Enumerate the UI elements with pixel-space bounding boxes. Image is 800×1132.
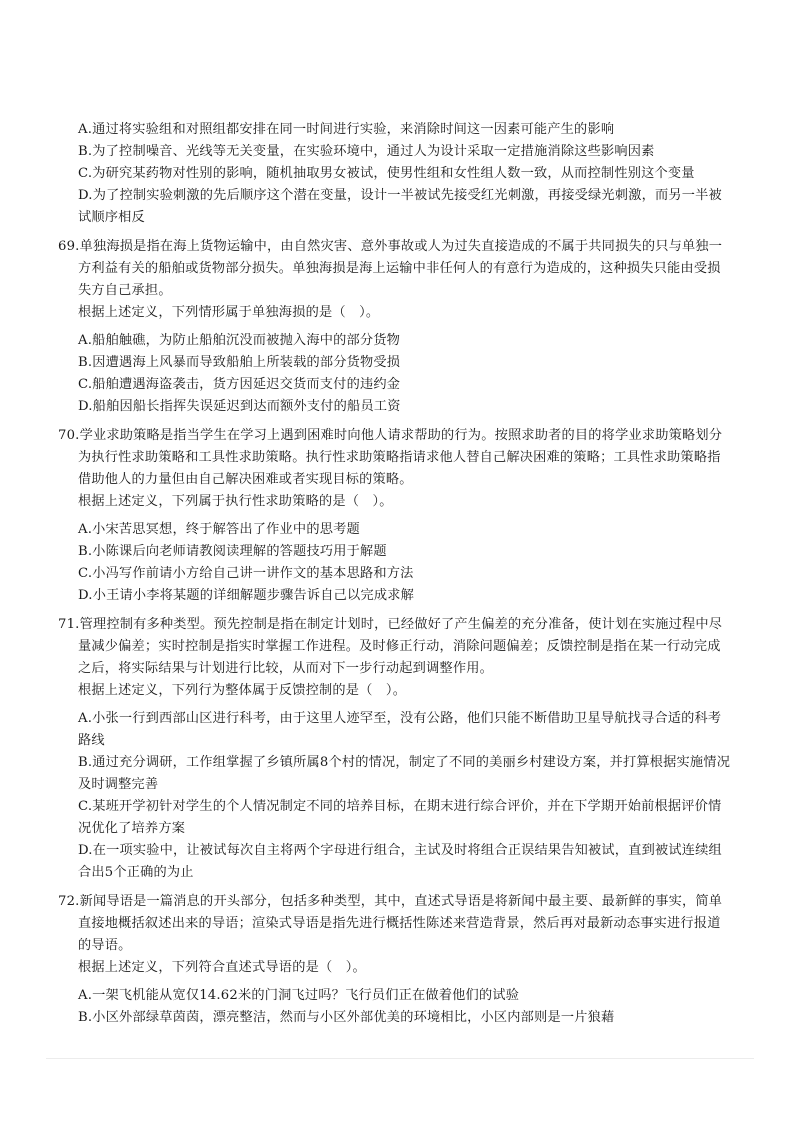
- q69-stem-line-1: 69.单独海损是指在海上货物运输中，由自然灾害、意外事故或人为过失直接造成的不属于共同损失的只与单独一: [58, 239, 723, 254]
- q71-option-b-cont: 及时调整完善: [78, 777, 159, 792]
- q70-stem-line-1: 70.学业求助策略是指当学生在学习上遇到困难时向他人请求帮助的行为。按照求助者的目的将学业求助策略划分: [58, 428, 723, 443]
- q72-option-a: A.一架飞机能从宽仅14.62米的门洞飞过吗？飞行员们正在做着他们的试验: [78, 988, 520, 1003]
- q70-option-b: B.小陈课后向老师请教阅读理解的答题技巧用于解题: [78, 544, 387, 559]
- question-72: [58, 891, 748, 1029]
- q69-prompt: 根据上述定义，下列情形属于单独海损的是（ ）。: [78, 305, 380, 320]
- question-69: [58, 236, 748, 418]
- q68-option-b: B.为了控制噪音、光线等无关变量，在实验环境中，通过人为设计采取一定措施消除这些影响因素: [78, 144, 655, 159]
- q71-stem-line-2: 量减少偏差；实时控制是指实时掌握工作进程。及时修正行动，消除问题偏差；反馈控制是指在某一行动完成: [78, 639, 721, 654]
- q71-stem-line-3: 之后，将实际结果与计划进行比较，从而对下一步行动起到调整作用。: [78, 661, 494, 676]
- q71-stem-line-1: 71.管理控制有多种类型。预先控制是指在制定计划时，已经做好了产生偏差的充分准备，使计划在实施过程中尽: [58, 617, 723, 632]
- q70-stem-line-3: 借助他人的力量但由自己解决困难或者实现目标的策略。: [78, 472, 413, 487]
- q71-option-b: B.通过充分调研，工作组掌握了乡镇所属8个村的情况，制定了不同的美丽乡村建设方案，并打算根据实施情况: [78, 755, 731, 770]
- q72-stem-line-3: 的导语。: [78, 938, 132, 953]
- q71-option-d-cont: 合出5个正确的为止: [78, 865, 194, 880]
- q68-option-c: C.为研究某药物对性别的影响，随机抽取男女被试，使男性组和女性组人数一致，从而控制性别这个变量: [78, 166, 695, 181]
- question-70: [58, 425, 748, 607]
- q71-prompt: 根据上述定义，下列行为整体属于反馈控制的是（ ）。: [78, 683, 407, 698]
- q68-options: [58, 119, 748, 229]
- footer-divider: [46, 1058, 754, 1059]
- q72-stem-line-2: 直接地概括叙述出来的导语；渲染式导语是指先进行概括性陈述来营造背景，然后再对最新动态事实进行报道: [78, 916, 721, 931]
- q69-option-b: B.因遭遇海上风暴而导致船舶上所装载的部分货物受损: [78, 355, 401, 370]
- q70-option-a: A.小宋苦思冥想，终于解答出了作业中的思考题: [78, 522, 360, 537]
- q70-stem-line-2: 为执行性求助策略和工具性求助策略。执行性求助策略指请求他人替自己解决困难的策略；工具性求助策略指: [78, 450, 721, 465]
- q72-prompt: 根据上述定义，下列符合直述式导语的是（ ）。: [78, 960, 366, 975]
- q69-stem-line-2: 方利益有关的船舶或货物部分损失。单独海损是海上运输中非任何人的有意行为造成的，这种损失只能由受损: [78, 261, 721, 276]
- q68-option-d: D.为了控制实验刺激的先后顺序这个潜在变量，设计一半被试先接受红光刺激，再接受绿光刺激，而另一半被: [78, 188, 722, 203]
- q70-prompt: 根据上述定义，下列属于执行性求助策略的是（ ）。: [78, 494, 393, 509]
- q69-option-a: A.船舶触礁，为防止船舶沉没而被抛入海中的部分货物: [78, 333, 401, 348]
- q70-option-d: D.小王请小李将某题的详细解题步骤告诉自己以完成求解: [78, 588, 414, 603]
- q69-option-c: C.船舶遭遇海盗袭击，货方因延迟交货而支付的违约金: [78, 377, 401, 392]
- q71-option-c-cont: 况优化了培养方案: [78, 821, 186, 836]
- q68-option-a: A.通过将实验组和对照组都安排在同一时间进行实验，来消除时间这一因素可能产生的影响: [78, 122, 615, 137]
- q72-option-b: B.小区外部绿草茵茵，漂亮整洁，然而与小区外部优美的环境相比，小区内部则是一片狼藉: [78, 1010, 615, 1025]
- q68-option-d-cont: 试顺序相反: [78, 210, 145, 225]
- q72-stem-line-1: 72.新闻导语是一篇消息的开头部分，包括多种类型，其中，直述式导语是将新闻中最主要、最新鲜的事实，简单: [58, 894, 723, 909]
- question-content: [58, 119, 748, 1029]
- q71-option-d: D.在一项实验中，让被试每次自主将两个字母进行组合，主试及时将组合正误结果告知被试，直到被试连续组: [78, 843, 722, 858]
- q71-option-c: C.某班开学初针对学生的个人情况制定不同的培养目标，在期末进行综合评价，并在下学期开始前根据评价情: [78, 799, 722, 814]
- q69-stem-line-3: 失方自己承担。: [78, 283, 172, 298]
- q70-option-c: C.小冯写作前请小方给自己讲一讲作文的基本思路和方法: [78, 566, 414, 581]
- q71-option-a: A.小张一行到西部山区进行科考，由于这里人迹罕至，没有公路，他们只能不断借助卫星导航找寻合适的科考: [78, 711, 722, 726]
- q69-option-d: D.船舶因船长指挥失误延迟到达而额外支付的船员工资: [78, 399, 401, 414]
- question-71: [58, 614, 748, 884]
- q71-option-a-cont: 路线: [78, 733, 105, 748]
